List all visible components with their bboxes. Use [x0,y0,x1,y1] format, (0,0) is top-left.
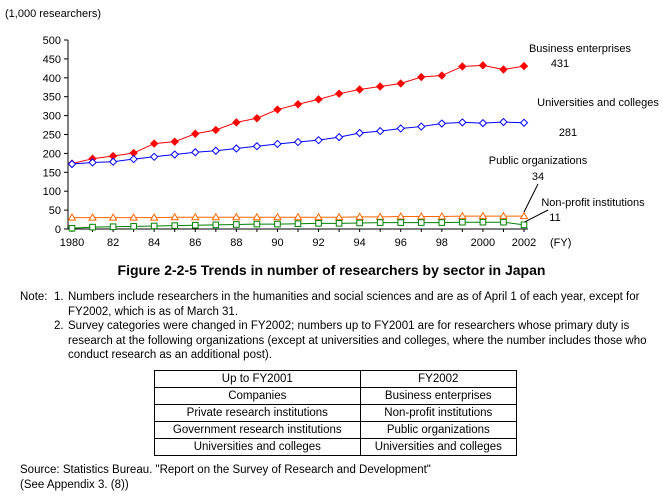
series-end-value-label: 11 [549,212,561,224]
data-point [459,213,466,219]
y-unit-label: (1,000 researchers) [5,8,101,20]
data-point [253,115,260,122]
series-name-label: Business enterprises [528,43,632,55]
table-cell: Universities and colleges [360,439,516,456]
data-point [172,223,178,229]
data-point [418,123,425,130]
series-name-label: Public organizations [488,155,588,167]
series-end-value-label: 281 [558,127,578,139]
data-point [479,120,486,127]
data-point [397,125,404,132]
data-point [295,139,302,146]
source-note [20,463,431,493]
data-point [192,130,199,137]
data-point [439,220,445,226]
table-header: Up to FY2001 [155,371,361,388]
note-2-text: Survey categories were changed in FY2002; numbers up to FY2001 are for researchers whose primary duty is research at the following organizations (except at universities and colleges, where the number includes those who conduct research as an additional post). [68,320,647,362]
data-point [377,220,383,226]
data-point [233,145,240,152]
note-1 [20,290,660,319]
data-point [274,106,281,113]
y-tick-label: 250 [42,129,61,142]
data-point [521,119,528,126]
table-cell: Companies [155,388,361,405]
data-point [459,119,466,126]
y-tick-label: 350 [42,91,61,104]
y-tick-label: 500 [42,35,61,47]
table-header-row [155,371,517,388]
table-cell: Non-profit institutions [360,405,516,422]
table-header: FY2002 [360,371,516,388]
data-point [418,74,425,81]
data-point [479,62,486,69]
x-tick-label: 90 [271,237,284,249]
data-point [69,225,75,231]
y-tick-label: 150 [42,167,61,180]
data-point [275,221,281,227]
data-point [254,221,260,227]
data-point [460,219,466,225]
y-tick-label: 50 [48,205,61,218]
data-point [315,137,322,144]
data-point [171,214,178,220]
x-tick-label: 94 [353,237,366,249]
table-cell: Government research institutions [155,422,361,439]
data-point [171,151,178,158]
x-tick-label: 96 [394,237,407,249]
data-point [110,158,117,165]
y-tick-label: 450 [42,53,61,66]
data-point [212,147,219,154]
data-point [501,219,507,225]
data-point [356,213,363,219]
note-1-index: 1. [54,291,64,303]
data-point [233,119,240,126]
table-row [155,422,517,439]
table-row [155,388,517,405]
data-point [377,83,384,90]
non-profit-leader-line [525,210,548,222]
data-point [397,80,404,87]
data-point [151,140,158,147]
data-point [459,63,466,70]
series-name-label: Universities and colleges [537,97,659,109]
data-point [110,224,116,230]
x-tick-label: 82 [106,237,120,249]
data-point [69,160,76,167]
x-tick-label: 1980 [59,237,85,249]
data-point [377,128,384,135]
series-name-label: Non-profit institutions [541,197,645,209]
note-lead: Note: [20,291,48,303]
x-tick-label: 86 [189,237,202,249]
table-cell: Private research institutions [155,405,361,422]
data-point [131,224,137,230]
data-point [356,129,363,136]
data-point [356,86,363,93]
data-point [336,221,342,227]
data-point [274,140,281,147]
x-unit-label: (FY) [550,237,572,249]
y-tick-label: 100 [42,186,61,199]
data-point [521,63,528,70]
data-point [151,223,157,229]
data-point [192,149,199,156]
data-point [397,213,404,219]
y-tick-label: 400 [42,72,61,85]
data-point [418,220,424,226]
data-point [130,156,137,163]
data-point [500,66,507,73]
x-tick-label: 92 [312,237,325,249]
table-row [155,439,517,456]
data-point [336,134,343,141]
table-cell: Business enterprises [360,388,516,405]
note-2-index: 2. [54,320,64,333]
note-1-text: Numbers include researchers in the humanities and social sciences and are as of April 1 of each year, except for FY2002, which is as of March 31. [68,291,640,318]
data-point [315,96,322,103]
data-point [357,220,363,226]
table-cell: Public organizations [360,422,516,439]
data-point [90,224,96,230]
data-point [234,222,240,228]
x-tick-label: 88 [230,237,243,249]
data-point [212,126,219,133]
data-point [213,222,219,228]
y-tick-label: 0 [54,224,61,236]
data-point [171,138,178,145]
data-point [295,101,302,108]
y-tick-label: 300 [42,110,61,123]
series-end-value-label: 431 [550,58,570,70]
appendix-reference: (See Appendix 3. (8)) [20,479,129,491]
table-row [155,405,517,422]
figure-title: Figure 2-2-5 Trends in number of researchers by sector in Japan [117,262,546,278]
series-end-value-label: 34 [531,171,545,183]
source-line: Source: Statistics Bureau. "Report on the Survey of Research and Development" [20,464,431,476]
data-point [480,219,486,225]
data-point [438,72,445,79]
x-tick-label: 2002 [511,237,537,249]
data-point [521,222,527,228]
x-tick-label: 84 [148,237,161,249]
table-cell: Universities and colleges [155,439,361,456]
data-point [192,222,198,228]
x-tick-label: 98 [435,237,448,249]
y-tick-label: 200 [42,148,61,161]
data-point [316,221,322,227]
note-2 [20,319,660,363]
data-point [438,120,445,127]
data-point [295,221,301,227]
data-point [151,153,158,160]
data-point [398,220,404,226]
data-point [500,119,507,126]
category-comparison-table [154,370,517,456]
data-point [336,90,343,97]
x-tick-label: 2000 [470,237,496,249]
data-point [253,143,260,150]
series-line-0 [72,65,524,163]
public-organizations-leader-line [524,184,538,212]
notes [20,290,660,363]
